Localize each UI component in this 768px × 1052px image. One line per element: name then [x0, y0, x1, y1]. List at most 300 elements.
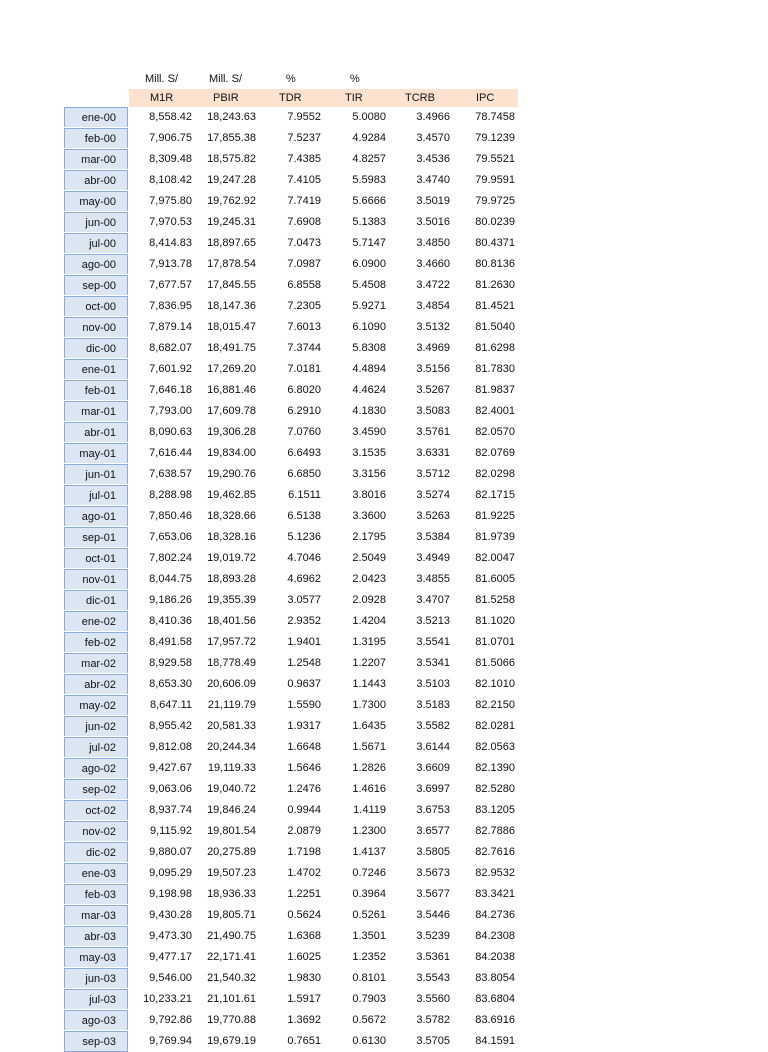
- cell-pbir[interactable]: 19,762.92: [207, 195, 256, 207]
- cell-ipc[interactable]: 83.3421: [475, 888, 515, 900]
- cell-tir[interactable]: 1.1443: [352, 678, 386, 690]
- cell-pbir[interactable]: 19,355.39: [207, 594, 256, 606]
- cell-m1r[interactable]: 9,546.00: [149, 972, 192, 984]
- cell-tcrb[interactable]: 3.5183: [416, 699, 450, 711]
- row-date-cell[interactable]: [64, 590, 128, 610]
- cell-pbir[interactable]: 18,015.47: [207, 321, 256, 333]
- cell-tir[interactable]: 0.7246: [352, 867, 386, 879]
- cell-tir[interactable]: 1.4119: [353, 804, 386, 816]
- cell-tcrb[interactable]: 3.5263: [416, 510, 450, 522]
- cell-tcrb[interactable]: 3.4707: [416, 594, 450, 606]
- cell-tdr[interactable]: 7.4385: [287, 153, 321, 165]
- cell-tdr[interactable]: 7.6908: [287, 216, 321, 228]
- cell-tcrb[interactable]: 3.5019: [416, 195, 450, 207]
- cell-tcrb[interactable]: 3.4966: [416, 111, 450, 123]
- cell-pbir[interactable]: 18,936.33: [207, 888, 256, 900]
- cell-m1r[interactable]: 9,430.28: [149, 909, 192, 921]
- cell-ipc[interactable]: 82.0563: [475, 741, 515, 753]
- cell-tir[interactable]: 5.5983: [352, 174, 386, 186]
- cell-tcrb[interactable]: 3.5132: [416, 321, 450, 333]
- cell-pbir[interactable]: 18,575.82: [207, 153, 256, 165]
- cell-tcrb[interactable]: 3.4949: [416, 552, 450, 564]
- cell-tdr[interactable]: 1.9830: [287, 972, 321, 984]
- cell-ipc[interactable]: 82.0281: [475, 720, 515, 732]
- cell-tir[interactable]: 5.1383: [352, 216, 386, 228]
- cell-tdr[interactable]: 0.7651: [287, 1035, 321, 1047]
- cell-pbir[interactable]: 18,328.16: [207, 531, 256, 543]
- cell-pbir[interactable]: 18,401.56: [207, 615, 256, 627]
- row-date-cell[interactable]: [64, 359, 128, 379]
- cell-pbir[interactable]: 20,606.09: [207, 678, 256, 690]
- cell-ipc[interactable]: 80.4371: [475, 237, 515, 249]
- cell-tcrb[interactable]: 3.4570: [416, 132, 450, 144]
- cell-tdr[interactable]: 5.1236: [287, 531, 321, 543]
- cell-ipc[interactable]: 83.1205: [475, 804, 515, 816]
- cell-pbir[interactable]: 18,491.75: [207, 342, 256, 354]
- cell-tdr[interactable]: 1.2476: [287, 783, 321, 795]
- cell-tdr[interactable]: 1.5646: [287, 762, 321, 774]
- row-date-cell[interactable]: [64, 527, 128, 547]
- cell-tdr[interactable]: 1.6025: [287, 951, 321, 963]
- cell-pbir[interactable]: 19,119.33: [207, 762, 256, 774]
- cell-tir[interactable]: 1.7300: [352, 699, 386, 711]
- row-date-cell[interactable]: [64, 401, 128, 421]
- cell-ipc[interactable]: 81.5066: [475, 657, 515, 669]
- cell-tcrb[interactable]: 3.5103: [416, 678, 450, 690]
- cell-tcrb[interactable]: 3.5384: [416, 531, 450, 543]
- cell-tdr[interactable]: 7.9552: [287, 111, 321, 123]
- cell-pbir[interactable]: 19,040.72: [207, 783, 256, 795]
- cell-ipc[interactable]: 81.9225: [475, 510, 515, 522]
- cell-tdr[interactable]: 6.8558: [287, 279, 321, 291]
- cell-tir[interactable]: 1.2207: [352, 657, 386, 669]
- cell-m1r[interactable]: 9,792.86: [149, 1014, 192, 1026]
- row-date-cell[interactable]: [64, 191, 128, 211]
- cell-tdr[interactable]: 1.9401: [287, 636, 321, 648]
- row-date-cell[interactable]: [64, 611, 128, 631]
- cell-tdr[interactable]: 7.0987: [287, 258, 321, 270]
- cell-tdr[interactable]: 0.9637: [287, 678, 321, 690]
- cell-m1r[interactable]: 9,115.92: [149, 825, 192, 837]
- cell-tir[interactable]: 4.9284: [352, 132, 386, 144]
- cell-m1r[interactable]: 8,309.48: [149, 153, 192, 165]
- cell-tcrb[interactable]: 3.5446: [416, 909, 450, 921]
- cell-m1r[interactable]: 9,473.30: [149, 930, 192, 942]
- cell-ipc[interactable]: 81.4521: [475, 300, 515, 312]
- cell-tir[interactable]: 2.0928: [352, 594, 386, 606]
- cell-tir[interactable]: 3.3156: [352, 468, 386, 480]
- cell-m1r[interactable]: 7,970.53: [149, 216, 192, 228]
- row-date-cell[interactable]: [64, 695, 128, 715]
- cell-m1r[interactable]: 7,913.78: [149, 258, 192, 270]
- row-date-cell[interactable]: [64, 380, 128, 400]
- cell-m1r[interactable]: 8,410.36: [149, 615, 192, 627]
- cell-tir[interactable]: 1.4204: [352, 615, 386, 627]
- cell-tcrb[interactable]: 3.6331: [416, 447, 450, 459]
- cell-tdr[interactable]: 7.7419: [287, 195, 321, 207]
- cell-pbir[interactable]: 20,581.33: [207, 720, 256, 732]
- cell-m1r[interactable]: 7,793.00: [149, 405, 192, 417]
- cell-tir[interactable]: 0.3964: [352, 888, 386, 900]
- column-header-pbir[interactable]: PBIR: [213, 92, 239, 104]
- row-date-cell[interactable]: [64, 1010, 128, 1030]
- cell-tcrb[interactable]: 3.4850: [416, 237, 450, 249]
- row-date-cell[interactable]: [64, 905, 128, 925]
- cell-pbir[interactable]: 20,244.34: [207, 741, 256, 753]
- cell-tcrb[interactable]: 3.5805: [416, 846, 450, 858]
- cell-ipc[interactable]: 82.1715: [475, 489, 515, 501]
- cell-m1r[interactable]: 9,812.08: [149, 741, 192, 753]
- column-header-tdr[interactable]: TDR: [279, 92, 302, 104]
- cell-pbir[interactable]: 19,462.85: [207, 489, 256, 501]
- row-date-cell[interactable]: [64, 422, 128, 442]
- row-date-cell[interactable]: [64, 170, 128, 190]
- cell-tdr[interactable]: 6.2910: [287, 405, 321, 417]
- cell-tir[interactable]: 5.0080: [352, 111, 386, 123]
- cell-ipc[interactable]: 84.2038: [475, 951, 515, 963]
- row-date-cell[interactable]: [64, 485, 128, 505]
- cell-tcrb[interactable]: 3.5782: [416, 1014, 450, 1026]
- cell-tir[interactable]: 4.1830: [352, 405, 386, 417]
- cell-ipc[interactable]: 81.5258: [475, 594, 515, 606]
- cell-tir[interactable]: 4.4624: [352, 384, 386, 396]
- cell-m1r[interactable]: 7,653.06: [149, 531, 192, 543]
- cell-tcrb[interactable]: 3.4536: [416, 153, 450, 165]
- cell-ipc[interactable]: 84.1591: [475, 1035, 515, 1047]
- cell-tir[interactable]: 0.5672: [352, 1014, 386, 1026]
- cell-tir[interactable]: 1.6435: [352, 720, 386, 732]
- cell-tcrb[interactable]: 3.5712: [416, 468, 450, 480]
- cell-pbir[interactable]: 19,290.76: [207, 468, 256, 480]
- row-date-cell[interactable]: [64, 254, 128, 274]
- cell-pbir[interactable]: 19,846.24: [207, 804, 256, 816]
- cell-tcrb[interactable]: 3.5341: [416, 657, 450, 669]
- cell-ipc[interactable]: 82.2150: [475, 699, 515, 711]
- cell-tir[interactable]: 3.1535: [352, 447, 386, 459]
- cell-tcrb[interactable]: 3.5761: [416, 426, 450, 438]
- cell-tcrb[interactable]: 3.5239: [416, 930, 450, 942]
- cell-m1r[interactable]: 8,647.11: [149, 699, 192, 711]
- cell-tir[interactable]: 2.0423: [352, 573, 386, 585]
- cell-m1r[interactable]: 8,682.07: [149, 342, 192, 354]
- cell-tdr[interactable]: 7.4105: [287, 174, 321, 186]
- cell-tdr[interactable]: 3.0577: [287, 594, 321, 606]
- row-date-cell[interactable]: [64, 779, 128, 799]
- cell-tir[interactable]: 1.5671: [352, 741, 386, 753]
- row-date-cell[interactable]: [64, 968, 128, 988]
- cell-tir[interactable]: 0.6130: [352, 1035, 386, 1047]
- cell-pbir[interactable]: 16,881.46: [207, 384, 256, 396]
- cell-m1r[interactable]: 10,233.21: [143, 993, 192, 1005]
- row-date-cell[interactable]: [64, 548, 128, 568]
- cell-tir[interactable]: 2.1795: [352, 531, 386, 543]
- cell-ipc[interactable]: 81.6298: [475, 342, 515, 354]
- cell-tir[interactable]: 5.7147: [352, 237, 386, 249]
- cell-tdr[interactable]: 6.6850: [287, 468, 321, 480]
- cell-tcrb[interactable]: 3.4722: [416, 279, 450, 291]
- cell-tdr[interactable]: 7.0473: [287, 237, 321, 249]
- cell-m1r[interactable]: 8,108.42: [149, 174, 192, 186]
- cell-tdr[interactable]: 7.0181: [287, 363, 321, 375]
- cell-m1r[interactable]: 8,937.74: [149, 804, 192, 816]
- cell-tir[interactable]: 1.2300: [352, 825, 386, 837]
- cell-tdr[interactable]: 1.6648: [287, 741, 321, 753]
- cell-ipc[interactable]: 82.5280: [475, 783, 515, 795]
- cell-tir[interactable]: 1.3501: [352, 930, 386, 942]
- cell-tcrb[interactable]: 3.5543: [416, 972, 450, 984]
- cell-tcrb[interactable]: 3.6144: [416, 741, 450, 753]
- cell-ipc[interactable]: 82.4001: [475, 405, 515, 417]
- cell-tdr[interactable]: 1.5917: [287, 993, 321, 1005]
- row-date-cell[interactable]: [64, 716, 128, 736]
- cell-pbir[interactable]: 18,328.66: [207, 510, 256, 522]
- cell-tir[interactable]: 0.8101: [352, 972, 386, 984]
- column-header-m1r[interactable]: M1R: [150, 92, 174, 104]
- cell-m1r[interactable]: 7,638.57: [149, 468, 192, 480]
- cell-ipc[interactable]: 79.9725: [475, 195, 515, 207]
- cell-tcrb[interactable]: 3.5267: [416, 384, 450, 396]
- cell-pbir[interactable]: 17,957.72: [207, 636, 256, 648]
- row-date-cell[interactable]: [64, 800, 128, 820]
- cell-tcrb[interactable]: 3.4969: [416, 342, 450, 354]
- cell-ipc[interactable]: 79.1239: [475, 132, 515, 144]
- cell-ipc[interactable]: 81.1020: [475, 615, 515, 627]
- column-header-tir[interactable]: TIR: [345, 92, 363, 104]
- cell-m1r[interactable]: 8,044.75: [149, 573, 192, 585]
- cell-ipc[interactable]: 81.6005: [475, 573, 515, 585]
- cell-tcrb[interactable]: 3.4740: [416, 174, 450, 186]
- cell-tdr[interactable]: 7.6013: [287, 321, 321, 333]
- cell-tcrb[interactable]: 3.6609: [416, 762, 450, 774]
- cell-tcrb[interactable]: 3.6577: [416, 825, 450, 837]
- cell-ipc[interactable]: 82.1390: [475, 762, 515, 774]
- cell-ipc[interactable]: 81.9837: [475, 384, 515, 396]
- cell-m1r[interactable]: 7,975.80: [149, 195, 192, 207]
- cell-tdr[interactable]: 1.6368: [287, 930, 321, 942]
- cell-tdr[interactable]: 1.9317: [287, 720, 321, 732]
- cell-ipc[interactable]: 82.0769: [475, 447, 515, 459]
- cell-tir[interactable]: 0.7903: [352, 993, 386, 1005]
- cell-tir[interactable]: 4.8257: [352, 153, 386, 165]
- cell-m1r[interactable]: 8,414.83: [149, 237, 192, 249]
- cell-m1r[interactable]: 7,906.75: [149, 132, 192, 144]
- cell-tcrb[interactable]: 3.5705: [416, 1035, 450, 1047]
- cell-tir[interactable]: 2.5049: [352, 552, 386, 564]
- cell-tir[interactable]: 1.2826: [352, 762, 386, 774]
- cell-tdr[interactable]: 6.1511: [288, 489, 321, 501]
- cell-pbir[interactable]: 19,679.19: [207, 1035, 256, 1047]
- cell-tdr[interactable]: 2.9352: [287, 615, 321, 627]
- cell-ipc[interactable]: 83.6916: [475, 1014, 515, 1026]
- cell-pbir[interactable]: 20,275.89: [207, 846, 256, 858]
- cell-tcrb[interactable]: 3.5274: [416, 489, 450, 501]
- cell-tcrb[interactable]: 3.5156: [416, 363, 450, 375]
- cell-tir[interactable]: 1.3195: [352, 636, 386, 648]
- row-date-cell[interactable]: [64, 317, 128, 337]
- cell-pbir[interactable]: 18,778.49: [207, 657, 256, 669]
- cell-pbir[interactable]: 19,245.31: [207, 216, 256, 228]
- cell-tdr[interactable]: 4.7046: [287, 552, 321, 564]
- cell-tir[interactable]: 5.8308: [352, 342, 386, 354]
- cell-tdr[interactable]: 1.2251: [287, 888, 321, 900]
- cell-m1r[interactable]: 7,802.24: [149, 552, 192, 564]
- cell-pbir[interactable]: 19,019.72: [207, 552, 256, 564]
- cell-m1r[interactable]: 9,095.29: [149, 867, 192, 879]
- cell-tir[interactable]: 6.0900: [352, 258, 386, 270]
- row-date-cell[interactable]: [64, 863, 128, 883]
- cell-ipc[interactable]: 81.5040: [475, 321, 515, 333]
- cell-m1r[interactable]: 9,427.67: [149, 762, 192, 774]
- cell-pbir[interactable]: 21,119.79: [207, 699, 256, 711]
- cell-tir[interactable]: 1.2352: [352, 951, 386, 963]
- row-date-cell[interactable]: [64, 464, 128, 484]
- row-date-cell[interactable]: [64, 926, 128, 946]
- cell-ipc[interactable]: 82.0298: [475, 468, 515, 480]
- row-date-cell[interactable]: [64, 569, 128, 589]
- cell-ipc[interactable]: 79.9591: [475, 174, 515, 186]
- cell-tcrb[interactable]: 3.5673: [416, 867, 450, 879]
- cell-ipc[interactable]: 82.0570: [475, 426, 515, 438]
- cell-ipc[interactable]: 79.5521: [475, 153, 515, 165]
- cell-tir[interactable]: 3.3600: [352, 510, 386, 522]
- cell-m1r[interactable]: 7,601.92: [149, 363, 192, 375]
- cell-tcrb[interactable]: 3.6753: [416, 804, 450, 816]
- row-date-cell[interactable]: [64, 842, 128, 862]
- cell-pbir[interactable]: 19,834.00: [207, 447, 256, 459]
- cell-tdr[interactable]: 1.3692: [287, 1014, 321, 1026]
- row-date-cell[interactable]: [64, 233, 128, 253]
- cell-m1r[interactable]: 8,491.58: [149, 636, 192, 648]
- cell-m1r[interactable]: 9,063.06: [149, 783, 192, 795]
- cell-tdr[interactable]: 1.2548: [287, 657, 321, 669]
- row-date-cell[interactable]: [64, 947, 128, 967]
- cell-ipc[interactable]: 83.6804: [475, 993, 515, 1005]
- cell-tcrb[interactable]: 3.4854: [416, 300, 450, 312]
- cell-pbir[interactable]: 21,490.75: [207, 930, 256, 942]
- cell-tcrb[interactable]: 3.5560: [416, 993, 450, 1005]
- cell-tdr[interactable]: 1.7198: [287, 846, 321, 858]
- cell-pbir[interactable]: 17,878.54: [207, 258, 256, 270]
- row-date-cell[interactable]: [64, 632, 128, 652]
- cell-tcrb[interactable]: 3.4855: [416, 573, 450, 585]
- cell-pbir[interactable]: 18,893.28: [207, 573, 256, 585]
- cell-ipc[interactable]: 84.2308: [475, 930, 515, 942]
- cell-m1r[interactable]: 8,288.98: [149, 489, 192, 501]
- row-date-cell[interactable]: [64, 128, 128, 148]
- cell-m1r[interactable]: 8,653.30: [149, 678, 192, 690]
- cell-m1r[interactable]: 9,186.26: [149, 594, 192, 606]
- cell-ipc[interactable]: 82.1010: [475, 678, 515, 690]
- row-date-cell[interactable]: [64, 107, 128, 127]
- cell-m1r[interactable]: 7,616.44: [149, 447, 192, 459]
- row-date-cell[interactable]: [64, 506, 128, 526]
- cell-tdr[interactable]: 0.9944: [287, 804, 321, 816]
- cell-tcrb[interactable]: 3.6997: [416, 783, 450, 795]
- cell-tdr[interactable]: 6.5138: [287, 510, 321, 522]
- row-date-cell[interactable]: [64, 758, 128, 778]
- row-date-cell[interactable]: [64, 737, 128, 757]
- cell-tdr[interactable]: 7.3744: [287, 342, 321, 354]
- row-date-cell[interactable]: [64, 275, 128, 295]
- cell-pbir[interactable]: 19,247.28: [207, 174, 256, 186]
- cell-tcrb[interactable]: 3.5541: [416, 636, 450, 648]
- cell-tir[interactable]: 1.4616: [352, 783, 386, 795]
- cell-tdr[interactable]: 6.8020: [287, 384, 321, 396]
- cell-m1r[interactable]: 7,879.14: [149, 321, 192, 333]
- cell-ipc[interactable]: 82.9532: [475, 867, 515, 879]
- cell-tcrb[interactable]: 3.4660: [416, 258, 450, 270]
- cell-m1r[interactable]: 7,646.18: [149, 384, 192, 396]
- cell-tir[interactable]: 3.8016: [352, 489, 386, 501]
- cell-pbir[interactable]: 19,805.71: [207, 909, 256, 921]
- cell-tdr[interactable]: 4.6962: [287, 573, 321, 585]
- cell-tcrb[interactable]: 3.5083: [416, 405, 450, 417]
- cell-tdr[interactable]: 0.5624: [287, 909, 321, 921]
- cell-tir[interactable]: 5.6666: [352, 195, 386, 207]
- cell-pbir[interactable]: 17,855.38: [207, 132, 256, 144]
- cell-tcrb[interactable]: 3.5677: [416, 888, 450, 900]
- cell-m1r[interactable]: 9,477.17: [149, 951, 192, 963]
- cell-pbir[interactable]: 19,306.28: [207, 426, 256, 438]
- cell-tcrb[interactable]: 3.5213: [416, 615, 450, 627]
- cell-tcrb[interactable]: 3.5582: [416, 720, 450, 732]
- cell-tdr[interactable]: 7.5237: [287, 132, 321, 144]
- cell-tir[interactable]: 0.5261: [352, 909, 386, 921]
- cell-ipc[interactable]: 81.7830: [475, 363, 515, 375]
- cell-tir[interactable]: 4.4894: [352, 363, 386, 375]
- row-date-cell[interactable]: [64, 653, 128, 673]
- cell-m1r[interactable]: 8,090.63: [149, 426, 192, 438]
- row-date-cell[interactable]: [64, 821, 128, 841]
- cell-ipc[interactable]: 80.0239: [475, 216, 515, 228]
- row-date-cell[interactable]: [64, 149, 128, 169]
- cell-ipc[interactable]: 81.0701: [475, 636, 515, 648]
- cell-tdr[interactable]: 1.4702: [287, 867, 321, 879]
- cell-tdr[interactable]: 7.2305: [287, 300, 321, 312]
- cell-pbir[interactable]: 18,243.63: [207, 111, 256, 123]
- cell-tdr[interactable]: 2.0879: [287, 825, 321, 837]
- cell-m1r[interactable]: 8,558.42: [149, 111, 192, 123]
- row-date-cell[interactable]: [64, 674, 128, 694]
- cell-ipc[interactable]: 83.8054: [475, 972, 515, 984]
- cell-ipc[interactable]: 82.7886: [475, 825, 515, 837]
- cell-pbir[interactable]: 18,147.36: [207, 300, 256, 312]
- cell-m1r[interactable]: 9,880.07: [149, 846, 192, 858]
- cell-tdr[interactable]: 7.0760: [287, 426, 321, 438]
- cell-tir[interactable]: 3.4590: [352, 426, 386, 438]
- cell-pbir[interactable]: 19,507.23: [207, 867, 256, 879]
- cell-tir[interactable]: 6.1090: [352, 321, 386, 333]
- column-header-ipc[interactable]: IPC: [476, 92, 495, 104]
- cell-ipc[interactable]: 78.7458: [475, 111, 515, 123]
- row-date-cell[interactable]: [64, 884, 128, 904]
- cell-m1r[interactable]: 7,836.95: [149, 300, 192, 312]
- cell-tir[interactable]: 5.9271: [352, 300, 386, 312]
- cell-ipc[interactable]: 82.0047: [475, 552, 515, 564]
- cell-tir[interactable]: 5.4508: [352, 279, 386, 291]
- cell-tdr[interactable]: 6.6493: [287, 447, 321, 459]
- cell-m1r[interactable]: 9,198.98: [149, 888, 192, 900]
- row-date-cell[interactable]: [64, 443, 128, 463]
- cell-m1r[interactable]: 9,769.94: [149, 1035, 192, 1047]
- cell-pbir[interactable]: 19,770.88: [207, 1014, 256, 1026]
- cell-ipc[interactable]: 82.7616: [475, 846, 515, 858]
- cell-tdr[interactable]: 1.5590: [287, 699, 321, 711]
- cell-pbir[interactable]: 17,609.78: [207, 405, 256, 417]
- cell-tir[interactable]: 1.4137: [352, 846, 386, 858]
- row-date-cell[interactable]: [64, 212, 128, 232]
- cell-m1r[interactable]: 8,929.58: [149, 657, 192, 669]
